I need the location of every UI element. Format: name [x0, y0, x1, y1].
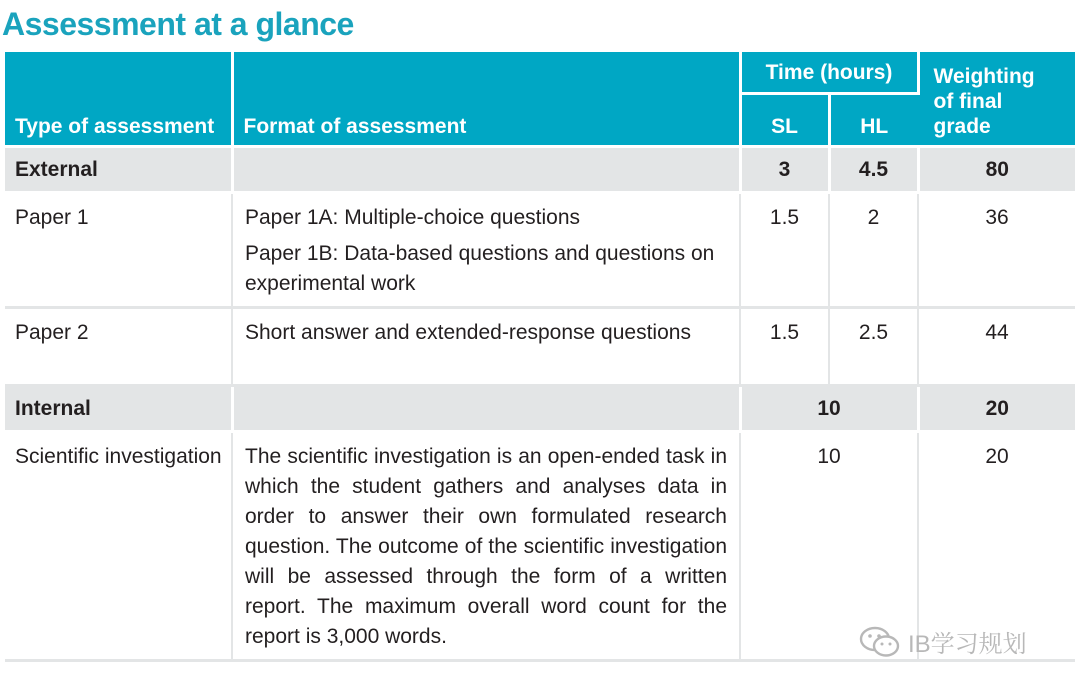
wechat-icon — [858, 625, 902, 659]
internal-time: 10 — [740, 386, 918, 432]
paper2-label: Paper 2 — [5, 308, 232, 386]
header-type: Type of assessment — [5, 52, 232, 147]
header-weighting-line3: grade — [933, 115, 991, 138]
header-format: Format of assessment — [232, 52, 740, 147]
paper2-format: Short answer and extended-response questions — [232, 308, 740, 386]
paper1-format-b: Paper 1B: Data-based questions and questions on experimental work — [245, 242, 715, 295]
paper2-weight: 44 — [918, 308, 1075, 386]
watermark — [858, 624, 1027, 659]
external-sl: 3 — [740, 147, 829, 193]
paper1-hl: 2 — [829, 193, 918, 308]
table-row-paper2 — [5, 308, 1075, 386]
header-weighting — [918, 52, 1075, 147]
internal-label: Internal — [5, 386, 232, 432]
internal-weight: 20 — [918, 386, 1075, 432]
internal-format-empty — [232, 386, 740, 432]
paper1-format-a: Paper 1A: Multiple-choice questions — [245, 206, 581, 229]
paper2-hl: 2.5 — [829, 308, 918, 386]
header-weighting-line1: Weighting — [933, 65, 1035, 88]
page-title: Assessment at a glance — [2, 6, 354, 42]
watermark-text: IB学习规划 — [908, 631, 1027, 658]
assessment-table — [5, 52, 1075, 662]
external-label: External — [5, 147, 232, 193]
section-row-external — [5, 147, 1075, 193]
header-weighting-line2: of final — [933, 90, 1003, 113]
scientific-weight: 20 — [918, 432, 1075, 661]
paper1-weight: 36 — [918, 193, 1075, 308]
external-format-empty — [232, 147, 740, 193]
external-weight: 80 — [918, 147, 1075, 193]
paper1-sl: 1.5 — [740, 193, 829, 308]
section-row-internal — [5, 386, 1075, 432]
scientific-label: Scientific investigation — [5, 432, 232, 661]
paper1-format — [232, 193, 740, 308]
header-time: Time (hours) — [740, 52, 918, 94]
paper1-label: Paper 1 — [5, 193, 232, 308]
external-hl: 4.5 — [829, 147, 918, 193]
table-row-paper1 — [5, 193, 1075, 308]
scientific-time: 10 — [740, 432, 918, 661]
header-hl: HL — [829, 94, 918, 147]
scientific-format: The scientific investigation is an open-ended task in which the student gathers and analyses data in order to answer their own formulated research question. The outcome of the scientific investigation will be assessed through the form of a written report. The maximum overall word count for the report is 3,000 words. — [232, 432, 740, 661]
header-sl: SL — [740, 94, 829, 147]
paper2-sl: 1.5 — [740, 308, 829, 386]
